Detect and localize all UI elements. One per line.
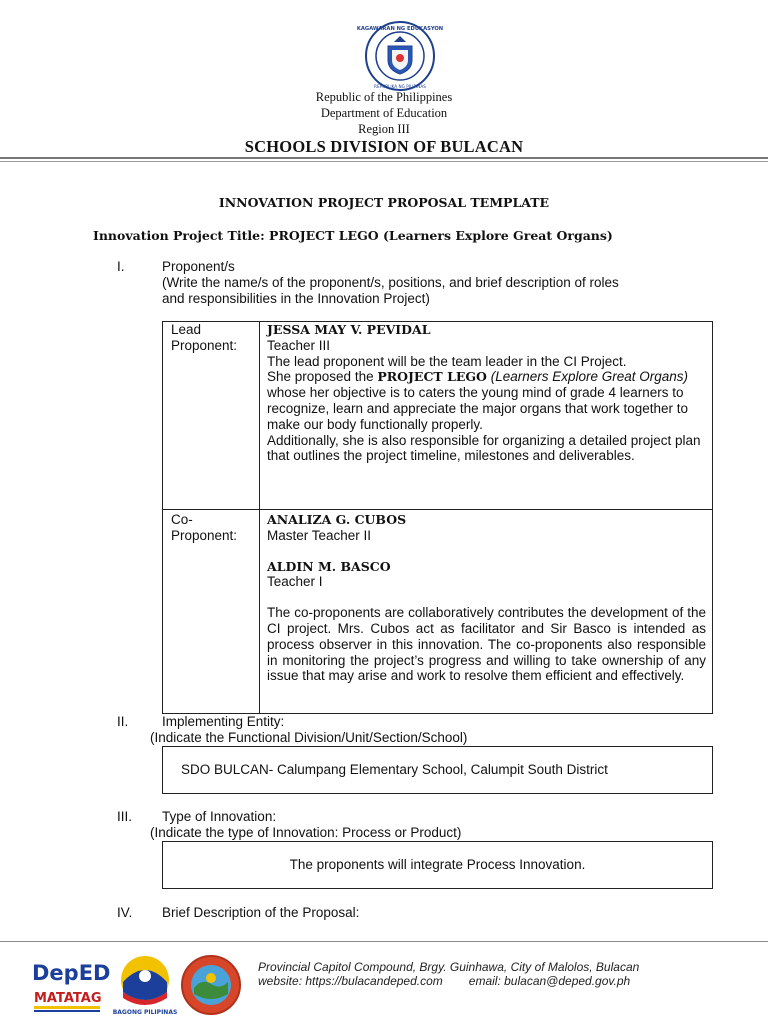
lead-label <box>171 322 237 354</box>
innovation-type-value: The proponents will integrate Process Innovation. <box>289 857 586 872</box>
lead-name: JESSA MAY V. PEVIDAL <box>267 322 431 337</box>
footer-email[interactable]: email: bulacan@deped.gov.ph <box>468 973 631 988</box>
table-divider-vertical <box>259 322 260 713</box>
lead-desc-1: The lead proponent will be the team leader in the CI Project. <box>267 353 627 369</box>
section-3-number: III. <box>117 809 133 824</box>
footer-address: Provincial Capitol Compound, Brgy. Guinhawa, City of Malolos, Bulacan <box>258 960 640 974</box>
co-name-2: ALDIN M. BASCO <box>267 558 391 574</box>
table-divider-horizontal <box>163 509 712 510</box>
innovation-type-box <box>162 841 713 889</box>
section-3-instruction: (Indicate the type of Innovation: Process or Product) <box>150 825 462 840</box>
header-division: SCHOOLS DIVISION OF BULACAN <box>244 137 524 156</box>
project-title: Innovation Project Title: PROJECT LEGO (Learners Explore Great Organs) <box>93 228 613 243</box>
section-1-instruction-line1: (Write the name/s of the proponent/s, positions, and brief description of roles <box>162 275 619 290</box>
footer-web-email <box>258 975 639 989</box>
header-rule-thin <box>0 161 768 162</box>
co-label-line1: Co- <box>171 512 193 527</box>
implementing-entity-value: SDO BULCAN- Calumpang Elementary School, Calumpit South District <box>181 762 608 777</box>
header-country: Republic of the Philippines <box>315 90 453 104</box>
section-3-heading: Type of Innovation: <box>162 809 277 824</box>
lead-label-line1: Lead <box>171 322 202 337</box>
co-desc: The co-proponents are collaboratively contributes the development of the CI project. Mrs. Cubos act as facilitator and Sir Basco is intended as process observer in this innovation. The co-proponents also responsible in monitoring the project’s progress and willing to take ownership of any issue that may arise and work to resolve them efficient and effectively. <box>267 605 706 684</box>
deped-matatag-logo <box>30 956 111 1016</box>
footer-rule <box>0 941 768 942</box>
logo-matatag-text: MATATAG <box>34 991 102 1006</box>
section-2-instruction: (Indicate the Functional Division/Unit/Section/School) <box>150 730 468 745</box>
co-name-1: ANALIZA G. CUBOS <box>267 512 407 527</box>
lead-desc-2 <box>267 369 706 432</box>
lead-position: Teacher III <box>267 337 331 353</box>
section-2-number: II. <box>117 714 129 729</box>
section-1-number: I. <box>117 259 125 274</box>
footer-website[interactable]: website: https://bulacandeped.com <box>258 973 443 988</box>
lead-desc-3: Additionally, she is also responsible for organizing a detailed project plan that outlines the project timeline, milestones and deliverables. <box>267 432 701 464</box>
logo-deped-text: DepED <box>32 961 111 985</box>
document-title: INNOVATION PROJECT PROPOSAL TEMPLATE <box>218 195 550 210</box>
co-details <box>267 512 706 684</box>
section-1-heading: Proponent/s <box>162 259 235 274</box>
co-position-1: Master Teacher II <box>267 527 372 543</box>
division-seal-logo <box>180 954 242 1016</box>
deped-seal-logo <box>356 20 444 92</box>
section-2-heading: Implementing Entity: <box>162 714 285 729</box>
logo-bagong-text: BAGONG PILIPINAS <box>112 1009 178 1016</box>
implementing-entity-box <box>162 746 713 794</box>
header-department: Department of Education <box>320 106 448 120</box>
lead-desc-2-pre: She proposed the <box>267 369 378 385</box>
section-4-number: IV. <box>117 905 133 920</box>
bagong-pilipinas-logo <box>114 952 176 1016</box>
section-4-heading: Brief Description of the Proposal: <box>162 905 360 920</box>
co-label <box>171 512 237 544</box>
lead-desc-2-post: whose her objective is to caters the young mind of grade 4 learners to recognize, learn and appreciate the major organs that work together to make our body functionally properly. <box>267 385 688 432</box>
lead-desc-2-project: PROJECT LEGO <box>377 369 487 385</box>
header-rule <box>0 157 768 159</box>
seal-text-top: KAGAWARAN NG EDUKASYON <box>356 26 444 32</box>
header-region: Region III <box>358 122 410 136</box>
lead-label-line2: Proponent: <box>171 338 238 353</box>
lead-desc-2-acronym: (Learners Explore Great Organs) <box>486 369 689 385</box>
footer-contact <box>258 961 639 988</box>
co-position-2: Teacher I <box>267 574 323 590</box>
lead-details <box>267 322 706 464</box>
co-label-line2: Proponent: <box>171 528 238 543</box>
section-1-instruction-line2: and responsibilities in the Innovation Project) <box>162 291 430 306</box>
proponents-table <box>162 321 713 714</box>
seal-text-bottom: REPUBLIKA NG PILIPINAS <box>374 84 426 89</box>
